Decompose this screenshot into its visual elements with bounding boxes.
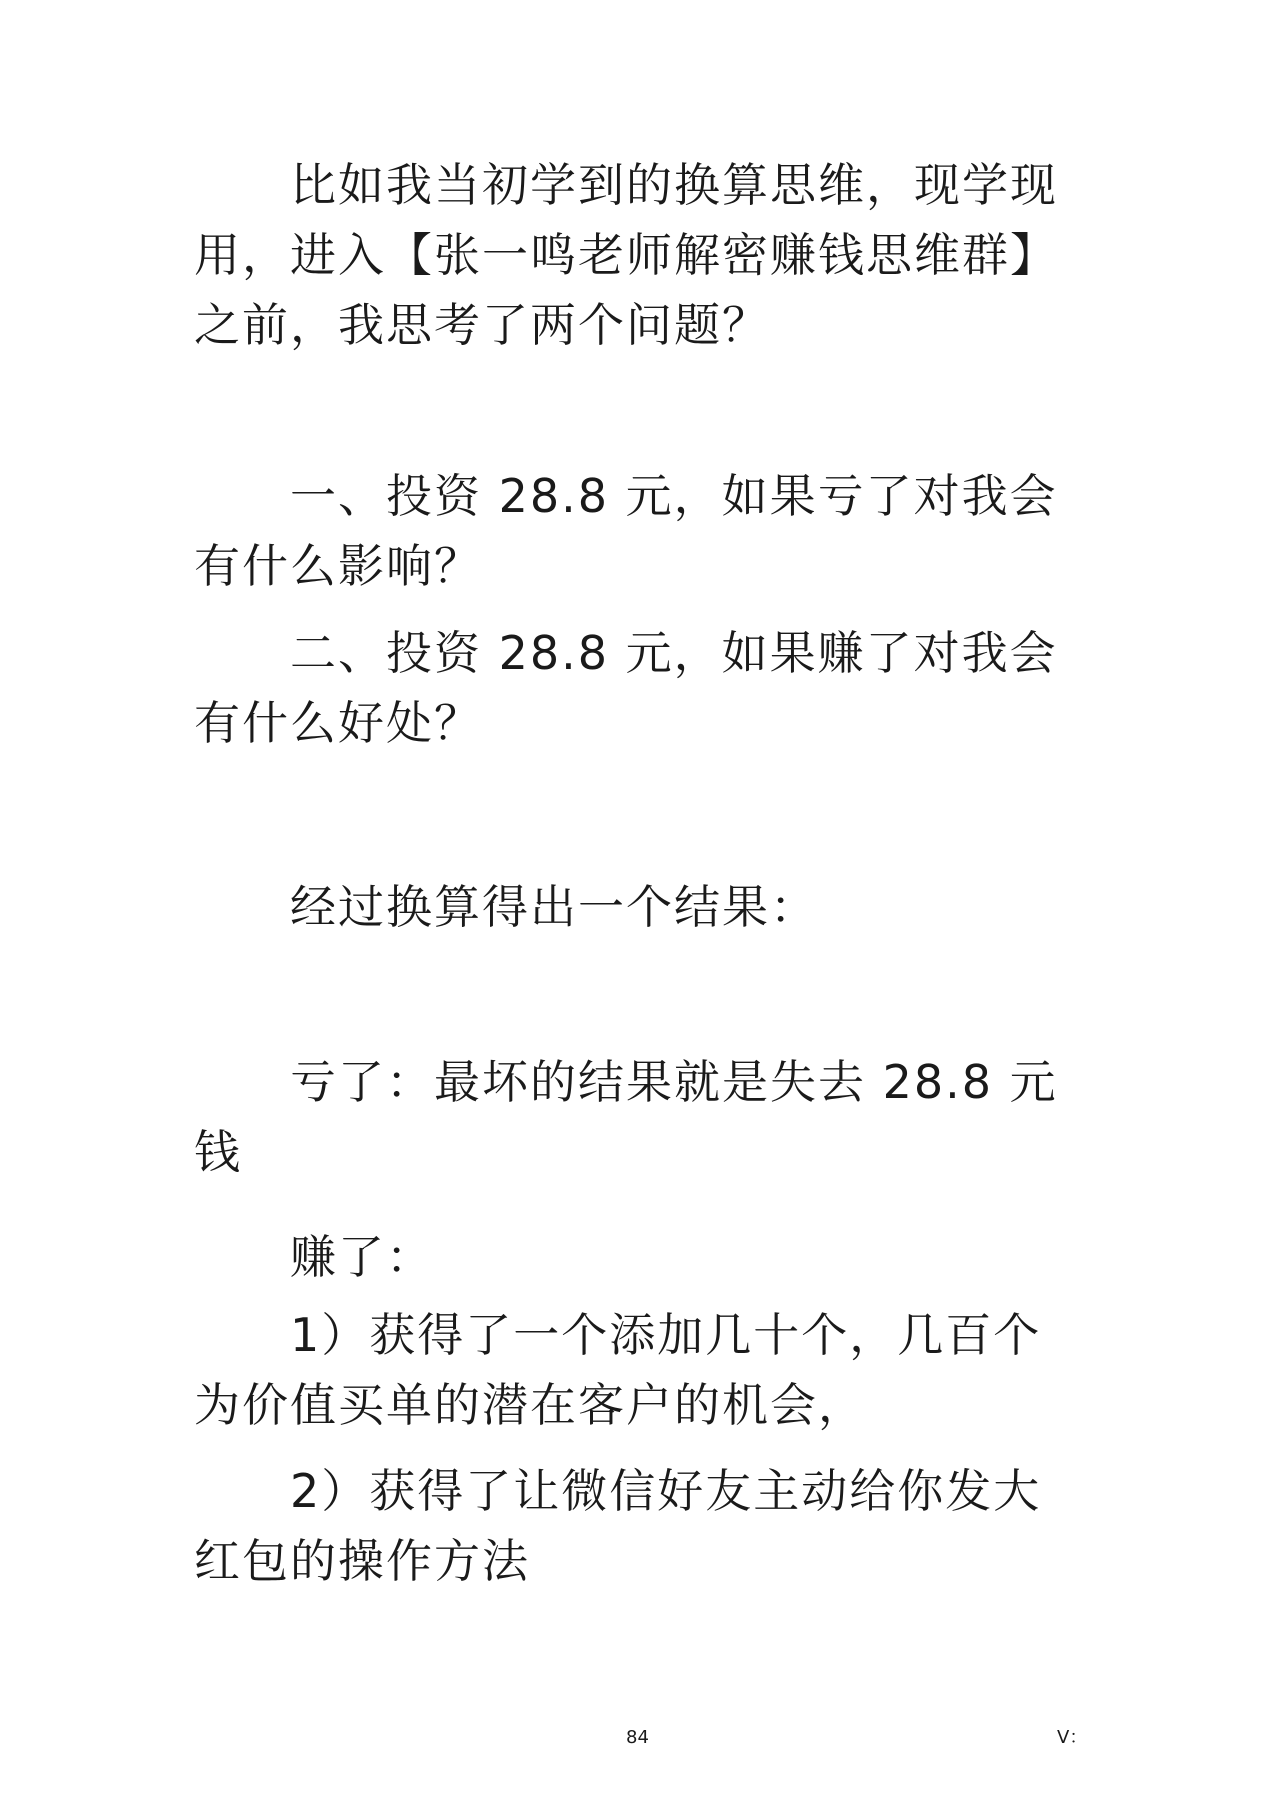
footer-contact-label: V： — [1057, 1727, 1088, 1748]
paragraph-question-two: 二、投资 28.8 元，如果赚了对我会有什么好处？ — [194, 626, 1058, 750]
page-number: 84 — [626, 1727, 649, 1748]
paragraph-question-one: 一、投资 28.8 元，如果亏了对我会有什么影响？ — [194, 469, 1058, 593]
paragraph-gain-heading: 赚了： — [290, 1230, 434, 1284]
paragraph-conclusion-intro: 经过换算得出一个结果： — [290, 880, 818, 934]
paragraph-loss-result: 亏了：最坏的结果就是失去 28.8 元钱 — [194, 1055, 1058, 1179]
paragraph-gain-item-one: 1）获得了一个添加几十个，几百个为价值买单的潜在客户的机会， — [194, 1308, 1042, 1432]
paragraph-intro: 比如我当初学到的换算思维，现学现用，进入【张一鸣老师解密赚钱思维群】之前，我思考了两个问题？ — [194, 158, 1058, 352]
paragraph-gain-item-two: 2）获得了让微信好友主动给你发大红包的操作方法 — [194, 1464, 1042, 1588]
